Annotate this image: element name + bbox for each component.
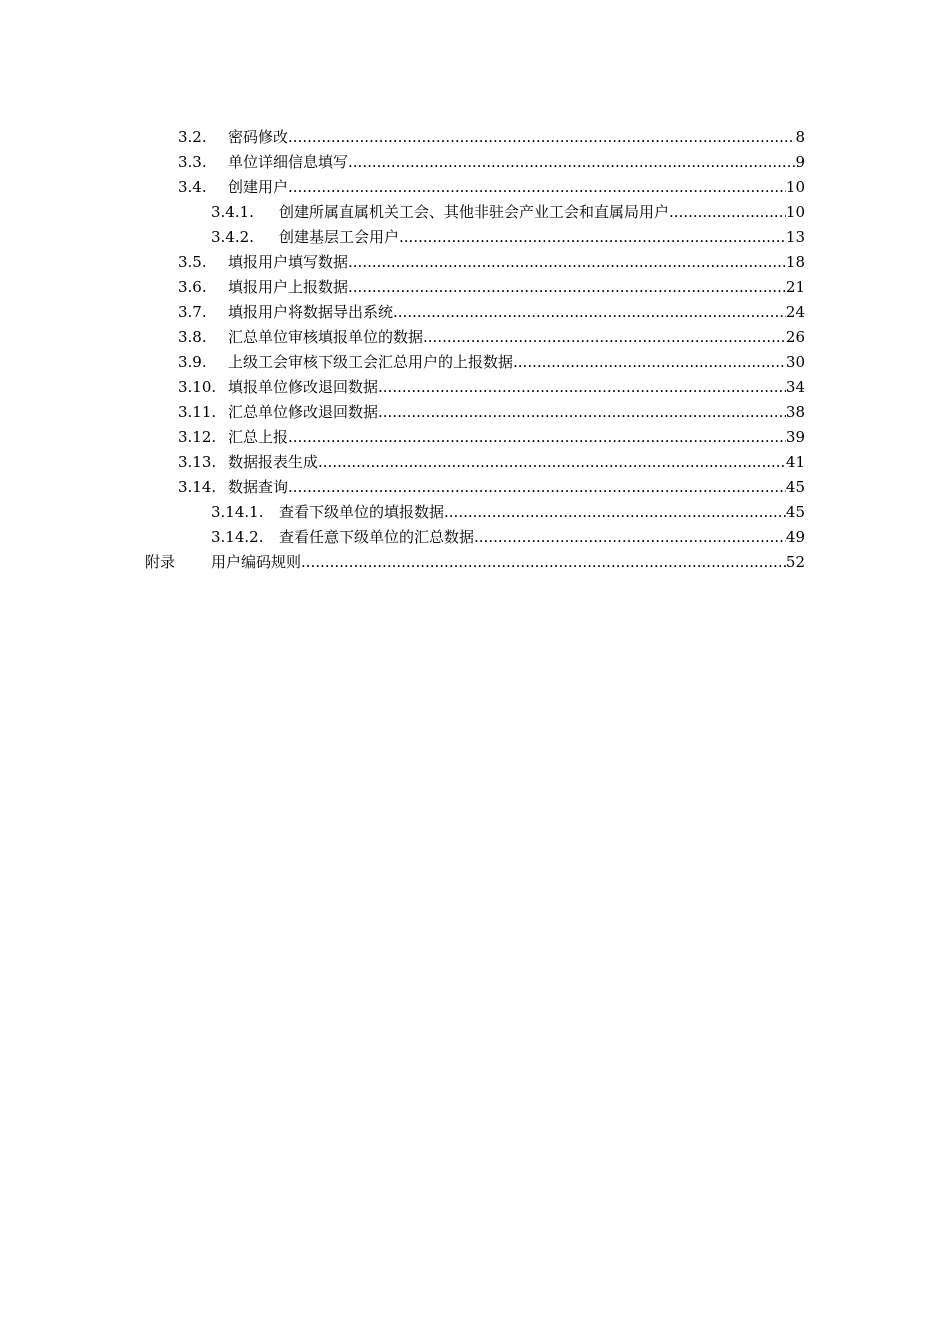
toc-entry-title: 汇总上报 <box>228 428 289 446</box>
table-of-contents <box>0 125 950 575</box>
toc-entry-number: 3.7. <box>178 303 207 321</box>
toc-entry-page: 52 <box>785 553 805 571</box>
toc-dot-leader <box>348 275 786 300</box>
toc-entry-3-13[interactable] <box>0 450 950 475</box>
toc-entry-page: 18 <box>785 253 805 271</box>
toc-dot-leader <box>288 125 795 150</box>
toc-entry-number: 3.10. <box>178 378 217 396</box>
toc-entry-3-7[interactable] <box>0 300 950 325</box>
toc-entry-number: 3.3. <box>178 153 207 171</box>
toc-entry-3-10[interactable] <box>0 375 950 400</box>
toc-entry-3-6[interactable] <box>0 275 950 300</box>
toc-entry-page: 45 <box>785 503 805 521</box>
toc-dot-leader <box>288 175 786 200</box>
toc-entry-number: 3.4.1. <box>211 203 254 221</box>
toc-entry-title: 用户编码规则 <box>211 553 302 571</box>
toc-entry-page: 26 <box>785 328 805 346</box>
toc-entry-3-3[interactable] <box>0 150 950 175</box>
toc-dot-leader <box>288 425 786 450</box>
toc-entry-3-4[interactable] <box>0 175 950 200</box>
toc-entry-number: 3.4. <box>178 178 207 196</box>
toc-dot-leader <box>474 525 786 550</box>
toc-entry-3-14[interactable] <box>0 475 950 500</box>
toc-entry-page: 34 <box>785 378 805 396</box>
toc-entry-3-5[interactable] <box>0 250 950 275</box>
toc-entry-number: 附录 <box>145 553 176 571</box>
toc-dot-leader <box>444 500 786 525</box>
toc-entry-title: 密码修改 <box>228 128 289 146</box>
toc-entry-number: 3.13. <box>178 453 217 471</box>
toc-entry-3-14-1[interactable] <box>0 500 950 525</box>
toc-entry-number: 3.14.2. <box>211 528 264 546</box>
toc-dot-leader <box>378 400 786 425</box>
toc-dot-leader <box>399 225 786 250</box>
toc-entry-3-9[interactable] <box>0 350 950 375</box>
toc-entry-number: 3.12. <box>178 428 217 446</box>
toc-entry-title: 汇总单位审核填报单位的数据 <box>228 328 424 346</box>
toc-entry-title: 数据查询 <box>228 478 289 496</box>
toc-entry-title: 上级工会审核下级工会汇总用户的上报数据 <box>228 353 514 371</box>
toc-entry-title: 创建用户 <box>228 178 289 196</box>
toc-entry-number: 3.4.2. <box>211 228 254 246</box>
toc-entry-page: 41 <box>785 453 805 471</box>
toc-entry-page: 49 <box>785 528 805 546</box>
toc-entry-title: 数据报表生成 <box>228 453 319 471</box>
toc-dot-leader <box>513 350 786 375</box>
toc-entry-page: 10 <box>785 203 805 221</box>
toc-entry-page: 13 <box>785 228 805 246</box>
toc-entry-title: 查看下级单位的填报数据 <box>279 503 445 521</box>
toc-entry-page: 9 <box>795 153 805 171</box>
toc-entry-title: 创建基层工会用户 <box>279 228 400 246</box>
toc-entry-page: 38 <box>785 403 805 421</box>
toc-entry-title: 填报单位修改退回数据 <box>228 378 379 396</box>
toc-entry-number: 3.14.1. <box>211 503 264 521</box>
toc-entry-page: 8 <box>795 128 805 146</box>
toc-entry-number: 3.8. <box>178 328 207 346</box>
toc-entry-number: 3.2. <box>178 128 207 146</box>
toc-entry-3-14-2[interactable] <box>0 525 950 550</box>
toc-dot-leader <box>393 300 786 325</box>
toc-entry-title: 填报用户上报数据 <box>228 278 349 296</box>
toc-entry-3-2[interactable] <box>0 125 950 150</box>
toc-entry-title: 填报用户填写数据 <box>228 253 349 271</box>
toc-dot-leader <box>288 475 786 500</box>
toc-entry-title: 填报用户将数据导出系统 <box>228 303 394 321</box>
toc-entry-3-4-2[interactable] <box>0 225 950 250</box>
toc-entry-3-4-1[interactable] <box>0 200 950 225</box>
toc-entry-3-12[interactable] <box>0 425 950 450</box>
toc-dot-leader <box>378 375 786 400</box>
toc-entry-page: 45 <box>785 478 805 496</box>
toc-entry-page: 21 <box>785 278 805 296</box>
toc-dot-leader <box>348 250 786 275</box>
toc-entry-title: 查看任意下级单位的汇总数据 <box>279 528 475 546</box>
toc-dot-leader <box>669 200 786 225</box>
toc-entry-3-8[interactable] <box>0 325 950 350</box>
toc-dot-leader <box>423 325 786 350</box>
toc-entry-number: 3.14. <box>178 478 217 496</box>
toc-entry-page: 24 <box>785 303 805 321</box>
toc-entry-title: 单位详细信息填写 <box>228 153 349 171</box>
toc-entry-page: 39 <box>785 428 805 446</box>
toc-entry-number: 3.11. <box>178 403 217 421</box>
toc-entry-page: 10 <box>785 178 805 196</box>
toc-entry-number: 3.6. <box>178 278 207 296</box>
toc-dot-leader <box>301 550 786 575</box>
toc-entry-number: 3.5. <box>178 253 207 271</box>
toc-entry-title: 创建所属直属机关工会、其他非驻会产业工会和直属局用户 <box>279 203 670 221</box>
toc-dot-leader <box>348 150 795 175</box>
toc-entry-page: 30 <box>785 353 805 371</box>
toc-entry-title: 汇总单位修改退回数据 <box>228 403 379 421</box>
toc-dot-leader <box>318 450 786 475</box>
toc-entry-appendix[interactable] <box>0 550 950 575</box>
toc-entry-3-11[interactable] <box>0 400 950 425</box>
toc-entry-number: 3.9. <box>178 353 207 371</box>
